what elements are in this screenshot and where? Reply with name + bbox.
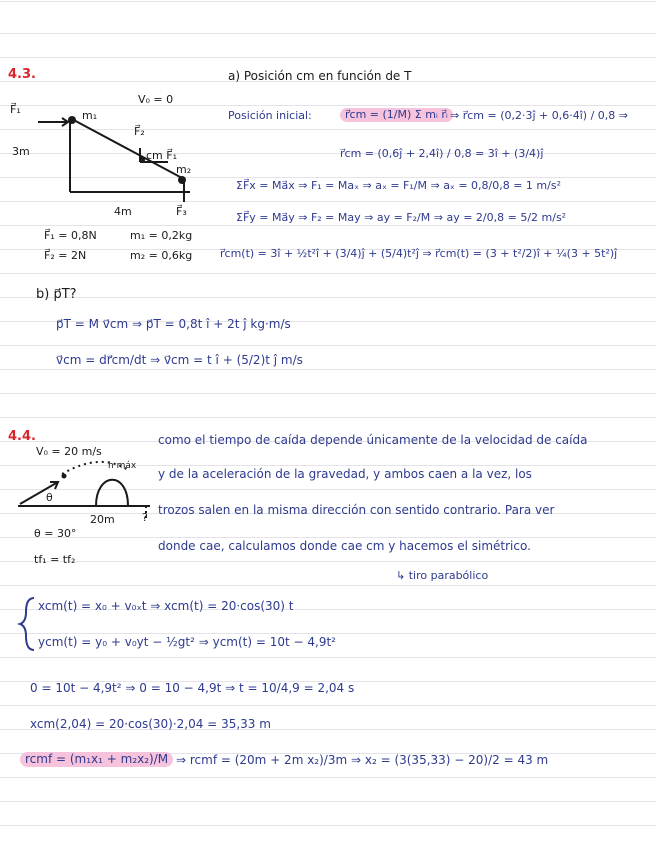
unknown-label: ? [142,511,148,524]
v0-label: V₀ = 0 [138,93,174,106]
f3-label: F⃗₃ [176,205,187,218]
f1-label: F⃗₁ [10,103,21,116]
times-label: tf₁ = tf₂ [34,553,76,566]
note-parabolic: ↳ tiro parabólico [396,569,489,582]
eq-x-at-t: xcm(2,04) = 20·cos(30)·2,04 = 35,33 m [30,717,271,731]
eq-initial-prefix: Posición inicial: [228,109,312,122]
angle-symbol: θ [46,491,53,504]
eq-final-rest: ⇒ rcmf = (20m + 2m x₂)/3m ⇒ x₂ = (3(35,33) − 20)/2 = 43 m [176,753,549,767]
given-m2: m₂ = 0,6kg [130,249,193,262]
height-label: 3m [12,145,30,158]
paragraph-line-2: y de la aceleración de la gravedad, y ambos caen a la vez, los [158,467,532,481]
eq-momentum: p⃗T = M v⃗cm ⇒ p⃗T = 0,8t î + 2t ĵ kg·m/s [56,317,291,331]
eq-ycm: ycm(t) = y₀ + v₀yt − ½gt² ⇒ ycm(t) = 10t − 4,9t² [38,635,336,649]
base-label: 4m [114,205,132,218]
f2-diagram-label: F⃗₂ [134,125,145,138]
eq-initial-highlight: r⃗cm = (1/M) Σ mᵢ r⃗ᵢ [340,108,453,122]
paragraph-line-3: trozos salen en la misma dirección con sentido contrario. Para ver [158,503,555,517]
eq-xcm: xcm(t) = x₀ + v₀ₓt ⇒ xcm(t) = 20·cos(30) t [38,599,294,613]
m2-label: m₂ [176,163,192,176]
theta-value: θ = 30° [34,527,77,540]
eq-rcm-t: r⃗cm(t) = 3î + ½t²î + (3/4)ĵ + (5/4)t²ĵ ⇒ r⃗cm(t) = (3 + t²/2)î + ¼(3 + 5t²)ĵ [220,247,618,260]
eq-final-highlight: rcmf = (m₁x₁ + m₂x₂)/M [20,752,173,767]
eq-zero: 0 = 10t − 4,9t² ⇒ 0 = 10 − 4,9t ⇒ t = 10/4,9 = 2,04 s [30,681,355,695]
m1-label: m₁ [82,109,98,122]
problem-number-4-4: 4.4. [8,429,36,444]
eq-sum-fx: ΣF⃗x = Ma⃗x ⇒ F₁ = Maₓ ⇒ aₓ = F₁/M ⇒ aₓ = 0,8/0,8 = 1 m/s² [236,179,561,192]
eq-initial-rest: ⇒ r⃗cm = (0,2·3ĵ + 0,6·4î) / 0,8 ⇒ [450,109,628,122]
given-f2: F⃗₂ = 2N [44,249,87,262]
paragraph-line-4: donde cae, calculamos donde cae cm y hacemos el simétrico. [158,539,531,553]
part-b-heading: b) p⃗T? [36,287,77,302]
eq-sum-fy: ΣF⃗y = Ma⃗y ⇒ F₂ = May ⇒ ay = F₂/M ⇒ ay = 2/0,8 = 5/2 m/s² [236,211,567,224]
eq-initial-result: r⃗cm = (0,6ĵ + 2,4î) / 0,8 = 3î + (3/4)ĵ [340,147,544,160]
part-a-heading: a) Posición cm en función de T [228,69,412,83]
eq-vcm: v⃗cm = dr⃗cm/dt ⇒ v⃗cm = t î + (5/2)t ĵ m/s [56,353,303,367]
v0-label-2: V₀ = 20 m/s [36,445,102,458]
given-m1: m₁ = 0,2kg [130,229,193,242]
paragraph-line-1: como el tiempo de caída depende únicamente de la velocidad de caída [158,433,588,447]
range-label: 20m [90,513,115,526]
problem-number-4-3: 4.3. [8,67,36,82]
given-f1: F⃗₁ = 0,8N [44,229,97,242]
cm-f1-label: cm F⃗₁ [146,149,177,162]
hmax-label: h máx [108,461,137,471]
